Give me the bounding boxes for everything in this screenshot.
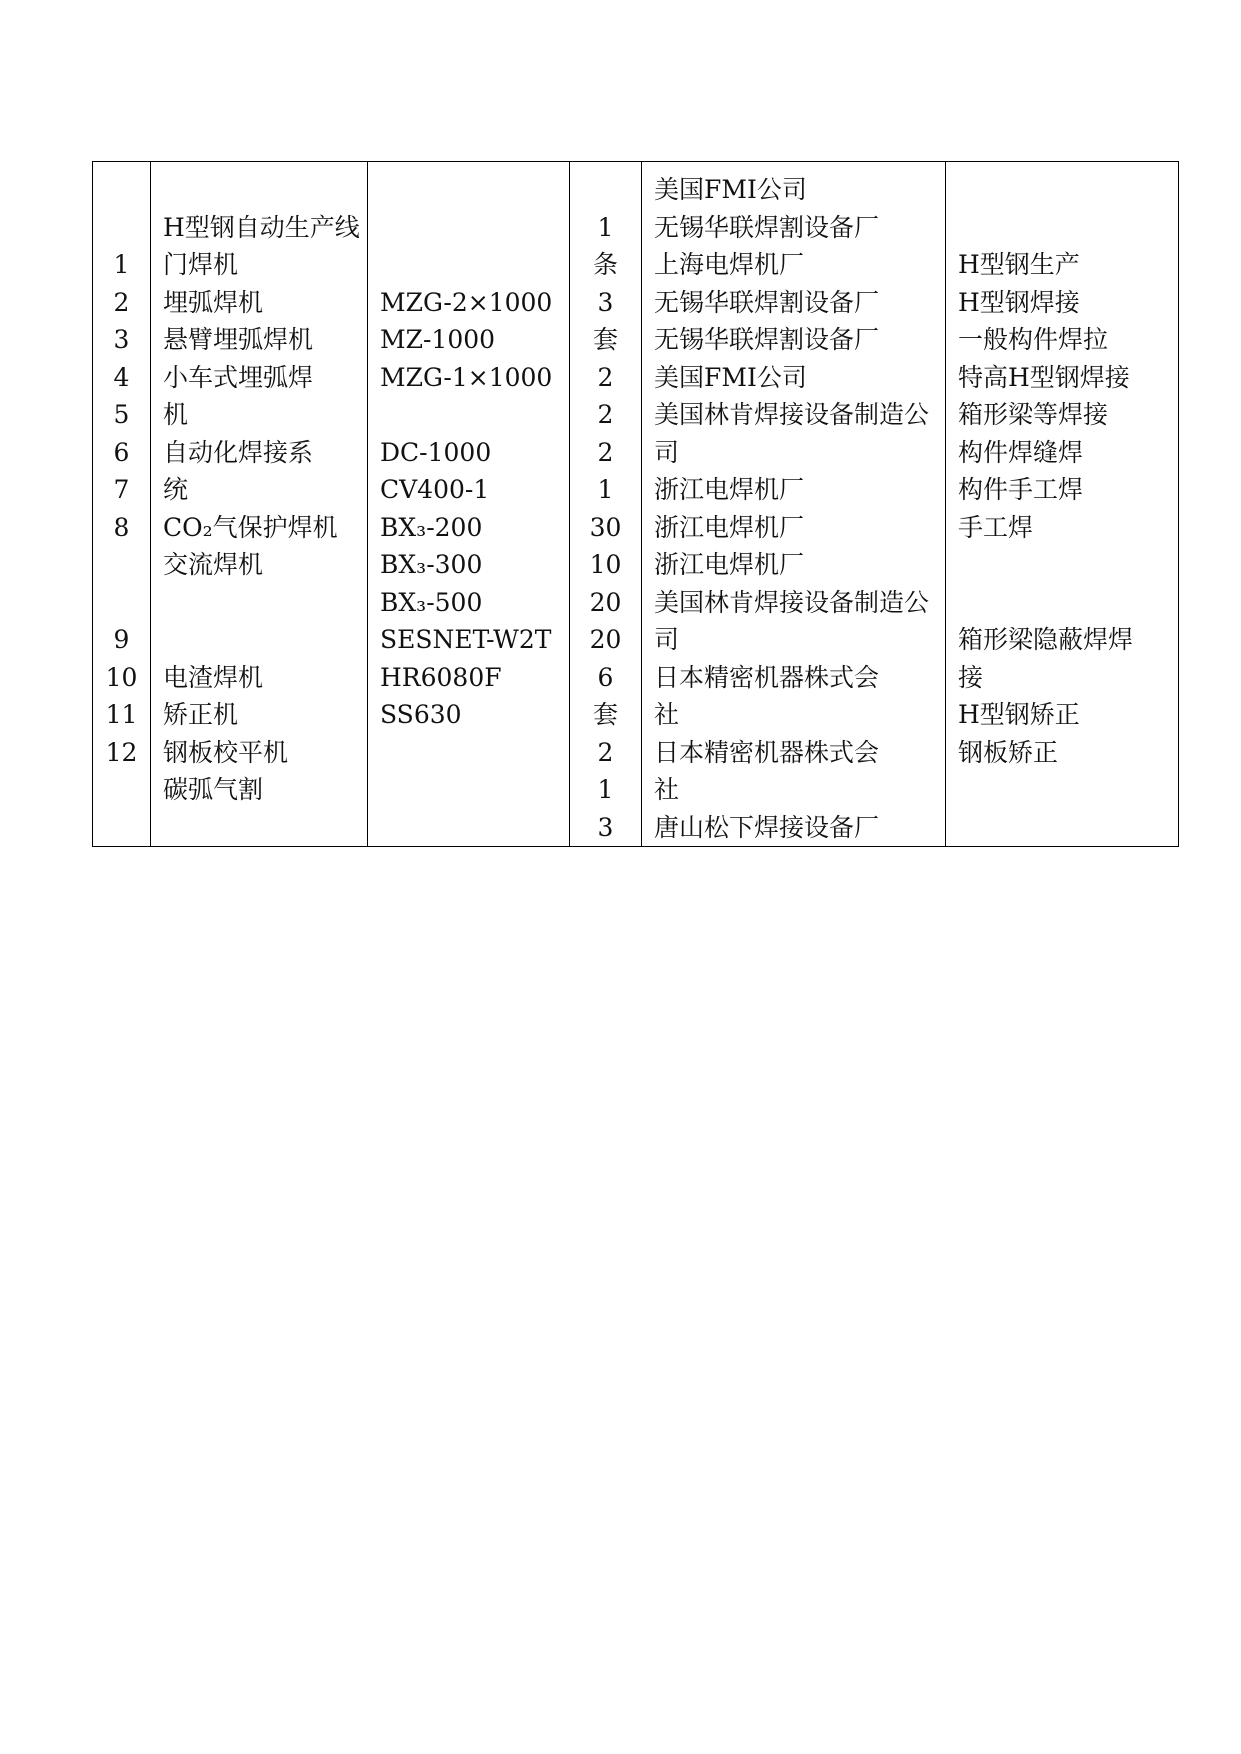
cell-line: 套 <box>592 325 618 354</box>
cell-line: 11 <box>105 700 138 729</box>
cell-line: 机 <box>163 400 189 429</box>
equipment-table <box>92 161 1179 847</box>
cell-line: 3 <box>597 287 614 317</box>
cell-line <box>93 546 150 584</box>
cell-line: MZG-2×1000 <box>380 287 553 317</box>
cell-line <box>380 171 569 209</box>
cell-line: 浙江电焊机厂 <box>654 550 805 579</box>
usage-column <box>946 162 1178 771</box>
cell-line: 2 <box>597 362 614 392</box>
cell-line: 30 <box>589 512 622 542</box>
cell-line: 箱形梁等焊接 <box>958 400 1109 429</box>
cell-line <box>958 584 1178 622</box>
cell-line <box>93 209 150 247</box>
cell-line: BX₃-200 <box>380 512 483 542</box>
cell-line: MZG-1×1000 <box>380 362 553 392</box>
cell-line: 悬臂埋弧焊机 <box>163 325 314 354</box>
cell-line: 5 <box>113 400 130 429</box>
cell-line: 唐山松下焊接设备厂 <box>654 812 880 842</box>
cell-line: 司 <box>654 625 680 654</box>
cell-line: 社 <box>654 700 680 729</box>
model-column <box>368 162 569 734</box>
cell-line: 美国林肯焊接设备制造公 <box>654 587 930 617</box>
cell-line: 钢板矫正 <box>958 737 1059 767</box>
cell-line: 2 <box>597 400 614 429</box>
cell-line: 构件焊缝焊 <box>958 437 1084 467</box>
cell-line: 构件手工焊 <box>958 475 1084 504</box>
cell-line: BX₃-300 <box>380 550 483 579</box>
cell-line <box>93 171 150 209</box>
cell-line: 8 <box>113 512 130 542</box>
cell-line <box>958 546 1178 584</box>
cell-line: 无锡华联焊割设备厂 <box>654 212 880 242</box>
cell-line: 美国林肯焊接设备制造公 <box>654 400 930 429</box>
cell-line: 交流焊机 <box>163 550 264 579</box>
cell-line: H型钢焊接 <box>958 287 1080 317</box>
cell-line: 箱形梁隐蔽焊焊 <box>958 625 1134 654</box>
cell-line: 条 <box>592 250 618 279</box>
cell-line: SS630 <box>380 700 462 729</box>
cell-line: 7 <box>113 475 130 504</box>
cell-line: CV400-1 <box>380 475 490 504</box>
cell-line: 20 <box>589 587 622 617</box>
manufacturer-column <box>642 162 945 846</box>
cell-line <box>163 621 367 659</box>
equipment-name-column <box>151 162 367 809</box>
cell-line <box>958 171 1178 209</box>
cell-line: 矫正机 <box>163 700 239 729</box>
no-cell <box>93 162 151 847</box>
cell-line: 4 <box>113 362 130 392</box>
cell-line: 一般构件焊拉 <box>958 325 1109 354</box>
cell-line: H型钢矫正 <box>958 700 1080 729</box>
cell-line: H型钢生产 <box>958 250 1080 279</box>
cell-line <box>380 396 569 434</box>
cell-line: 3 <box>597 812 614 842</box>
cell-line: 日本精密机器株式会 <box>654 662 880 692</box>
cell-line: 上海电焊机厂 <box>654 250 805 279</box>
cell-line: 6 <box>113 437 130 467</box>
manufacturer-cell <box>642 162 946 847</box>
cell-line: 美国FMI公司 <box>654 175 807 204</box>
cell-line: 自动化焊接系 <box>163 437 314 467</box>
model-cell <box>368 162 570 847</box>
cell-line: 小车式埋弧焊 <box>163 362 314 392</box>
no-column <box>93 162 150 771</box>
cell-line: 无锡华联焊割设备厂 <box>654 325 880 354</box>
cell-line: 接 <box>958 662 984 692</box>
cell-line: HR6080F <box>380 662 502 692</box>
quantity-column <box>570 162 641 846</box>
cell-line: 1 <box>113 250 130 279</box>
cell-line: 1 <box>597 475 614 504</box>
cell-line: H型钢自动生产线 <box>163 212 360 242</box>
cell-line <box>93 584 150 622</box>
cell-line: 司 <box>654 437 680 467</box>
cell-line: 3 <box>113 325 130 354</box>
cell-line: 门焊机 <box>163 250 239 279</box>
quantity-cell <box>570 162 642 847</box>
cell-line: 美国FMI公司 <box>654 362 807 392</box>
cell-line: 9 <box>113 625 130 654</box>
cell-line: 2 <box>597 437 614 467</box>
cell-line: 统 <box>163 475 189 504</box>
cell-line: 浙江电焊机厂 <box>654 512 805 542</box>
usage-cell <box>946 162 1179 847</box>
cell-line: 12 <box>105 737 138 767</box>
cell-line: 20 <box>589 625 622 654</box>
cell-line: MZ-1000 <box>380 325 496 354</box>
equipment-name-cell <box>151 162 368 847</box>
cell-line: 10 <box>589 550 622 579</box>
cell-line: 钢板校平机 <box>163 737 289 767</box>
cell-line: SESNET-W2T <box>380 625 552 654</box>
cell-line: 10 <box>105 662 138 692</box>
cell-line: 无锡华联焊割设备厂 <box>654 287 880 317</box>
cell-line: 埋弧焊机 <box>163 287 264 317</box>
table-row <box>93 162 1179 847</box>
cell-line: 浙江电焊机厂 <box>654 475 805 504</box>
cell-line: 套 <box>592 700 618 729</box>
cell-line: BX₃-500 <box>380 587 483 617</box>
cell-line: 碳弧气割 <box>163 775 264 804</box>
cell-line <box>163 171 367 209</box>
cell-line: 特高H型钢焊接 <box>958 362 1130 392</box>
cell-line: 日本精密机器株式会 <box>654 737 880 767</box>
cell-line: 2 <box>113 287 130 317</box>
cell-line <box>570 171 641 209</box>
cell-line <box>380 246 569 284</box>
cell-line: DC-1000 <box>380 437 492 467</box>
cell-line <box>380 209 569 247</box>
cell-line: 社 <box>654 775 680 804</box>
cell-line: 6 <box>597 662 614 692</box>
cell-line: 电渣焊机 <box>163 662 264 692</box>
cell-line <box>958 209 1178 247</box>
cell-line: 1 <box>597 212 614 242</box>
cell-line: CO₂气保护焊机 <box>163 512 338 542</box>
cell-line: 1 <box>597 775 614 804</box>
cell-line: 2 <box>597 737 614 767</box>
cell-line <box>163 584 367 622</box>
cell-line: 手工焊 <box>958 512 1034 542</box>
